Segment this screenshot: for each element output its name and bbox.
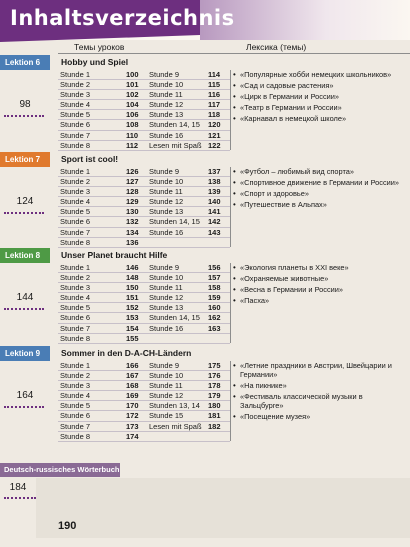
lesson-name: Stunde 11 xyxy=(149,187,183,197)
lesson-name: Stunde 6 xyxy=(60,313,91,323)
table-row[interactable] xyxy=(58,197,230,207)
section-page-number: 124 xyxy=(16,196,34,207)
vocabulary-item xyxy=(232,285,406,294)
lektion-tag[interactable]: Lektion 7 xyxy=(0,152,50,167)
bullet-icon: • xyxy=(233,81,236,90)
table-row[interactable] xyxy=(58,411,230,421)
lesson-page: 169 xyxy=(126,391,139,401)
vocabulary-text: «Охраняемые животные» xyxy=(240,274,329,283)
table-row[interactable] xyxy=(58,432,230,442)
vocabulary-item xyxy=(232,274,406,283)
lesson-page: 181 xyxy=(208,411,221,421)
lesson-page: 150 xyxy=(126,283,139,293)
lesson-page: 162 xyxy=(208,313,221,323)
bullet-icon: • xyxy=(233,103,236,112)
vocabulary-item xyxy=(232,361,406,379)
table-row[interactable] xyxy=(58,334,230,344)
page-dots xyxy=(4,212,44,214)
vocabulary-text: «Летние праздники в Австрии, Швейцарии и Германии» xyxy=(240,361,392,379)
bullet-icon: • xyxy=(233,285,236,294)
lesson-page: 180 xyxy=(208,401,221,411)
lesson-name: Stunde 6 xyxy=(60,120,91,130)
lesson-page: 126 xyxy=(126,167,139,176)
lesson-page: 172 xyxy=(126,411,139,421)
table-row[interactable] xyxy=(58,391,230,401)
page-title: Inhaltsverzeichnis xyxy=(10,6,235,30)
lesson-page: 170 xyxy=(126,401,139,411)
section-page-number: 164 xyxy=(16,390,34,401)
lesson-page: 108 xyxy=(126,120,139,130)
column-divider xyxy=(230,361,231,441)
lesson-name: Stunde 13 xyxy=(149,207,184,217)
lesson-page: 102 xyxy=(126,90,139,100)
lesson-page: 166 xyxy=(126,361,139,370)
table-row[interactable] xyxy=(58,90,230,100)
table-row[interactable] xyxy=(58,80,230,90)
lesson-name: Stunde 13 xyxy=(149,110,184,120)
lesson-name: Lesen mit Spaß xyxy=(149,421,202,431)
lesson-page: 118 xyxy=(208,110,221,120)
lesson-page: 142 xyxy=(208,217,221,227)
vocabulary-text: «Пасха» xyxy=(240,296,270,305)
table-row[interactable] xyxy=(58,293,230,303)
lessons-table xyxy=(58,263,230,344)
lesson-name: Stunde 12 xyxy=(149,293,184,303)
lesson-page: 163 xyxy=(208,323,221,333)
lesson-name: Stunde 1 xyxy=(60,361,91,370)
lesson-name: Stunde 3 xyxy=(60,187,91,197)
vocabulary-item xyxy=(232,200,406,209)
section-title[interactable]: Hobby und Spiel xyxy=(61,57,129,67)
vocabulary-text: «На пикнике» xyxy=(240,381,287,390)
lesson-name: Stunde 8 xyxy=(60,237,91,247)
vocabulary-item xyxy=(232,189,406,198)
table-row[interactable] xyxy=(58,313,230,323)
table-row[interactable] xyxy=(58,110,230,120)
vocabulary-item xyxy=(232,92,406,101)
lesson-section xyxy=(0,152,410,246)
lesson-page: 128 xyxy=(126,187,139,197)
vocabulary-list xyxy=(232,167,406,211)
lesson-page: 120 xyxy=(208,120,221,130)
vocabulary-list xyxy=(232,263,406,307)
lesson-page: 132 xyxy=(126,217,139,227)
lesson-name: Stunde 11 xyxy=(149,90,183,100)
table-row[interactable] xyxy=(58,141,230,151)
bullet-icon: • xyxy=(233,412,236,421)
lektion-tag[interactable]: Lektion 8 xyxy=(0,248,50,263)
lesson-page: 100 xyxy=(126,70,139,79)
lesson-page: 134 xyxy=(126,227,139,237)
section-title[interactable]: Unser Planet braucht Hilfe xyxy=(61,250,168,260)
lesson-page: 168 xyxy=(126,381,139,391)
lesson-name: Stunde 8 xyxy=(60,333,91,343)
bullet-icon: • xyxy=(233,114,236,123)
lesson-page: 115 xyxy=(208,80,221,90)
lesson-page: 101 xyxy=(126,80,139,90)
lesson-page: 139 xyxy=(208,187,221,197)
lesson-name: Stunde 4 xyxy=(60,100,91,110)
lesson-page: 152 xyxy=(126,303,139,313)
vocabulary-text: «Весна в Германии и России» xyxy=(240,285,344,294)
lesson-page: 148 xyxy=(126,273,139,283)
dictionary-label[interactable]: Deutsch-russisches Wörterbuch xyxy=(0,463,120,477)
table-row[interactable] xyxy=(58,324,230,334)
vocabulary-item xyxy=(232,70,406,79)
table-row[interactable] xyxy=(58,401,230,411)
vocabulary-text: «Театр в Германии и России» xyxy=(240,103,342,112)
lesson-page: 151 xyxy=(126,293,139,303)
lesson-name: Stunde 9 xyxy=(149,263,180,272)
table-row[interactable] xyxy=(58,228,230,238)
lesson-name: Stunde 3 xyxy=(60,381,91,391)
table-row[interactable] xyxy=(58,371,230,381)
lesson-page: 157 xyxy=(208,273,221,283)
bullet-icon: • xyxy=(233,361,236,370)
lesson-page: 176 xyxy=(208,371,221,381)
lesson-name: Stunde 5 xyxy=(60,207,91,217)
table-row[interactable] xyxy=(58,131,230,141)
vocabulary-text: «Фестиваль классической музыки в Зальцбурге» xyxy=(240,392,363,410)
lesson-page: 129 xyxy=(126,197,139,207)
vocabulary-text: «Цирк в Германии и России» xyxy=(240,92,340,101)
lesson-name: Stunde 1 xyxy=(60,70,91,79)
section-page-number: 144 xyxy=(16,292,34,303)
table-row[interactable] xyxy=(58,207,230,217)
section-page-number: 98 xyxy=(19,99,31,110)
lesson-name: Stunde 9 xyxy=(149,167,180,176)
bullet-icon: • xyxy=(233,392,236,401)
lesson-name: Stunde 2 xyxy=(60,371,91,381)
lesson-name: Stunde 7 xyxy=(60,323,91,333)
lesson-name: Stunden 14, 15 xyxy=(149,313,200,323)
lesson-name: Stunde 16 xyxy=(149,227,184,237)
table-row[interactable] xyxy=(58,120,230,130)
lesson-page: 106 xyxy=(126,110,139,120)
page-dots xyxy=(4,115,44,117)
lessons-table xyxy=(58,361,230,442)
lesson-page: 141 xyxy=(208,207,221,217)
table-row[interactable] xyxy=(58,217,230,227)
table-row[interactable] xyxy=(58,177,230,187)
lesson-page: 154 xyxy=(126,323,139,333)
lesson-name: Stunde 15 xyxy=(149,411,184,421)
lesson-page: 121 xyxy=(208,130,221,140)
bullet-icon: • xyxy=(233,381,236,390)
lesson-name: Stunde 5 xyxy=(60,110,91,120)
column-divider xyxy=(230,70,231,150)
lektion-tag[interactable]: Lektion 9 xyxy=(0,346,50,361)
lesson-name: Stunde 10 xyxy=(149,80,184,90)
table-row[interactable] xyxy=(58,273,230,283)
lesson-page: 127 xyxy=(126,177,139,187)
lesson-page: 178 xyxy=(208,381,221,391)
lesson-page: 122 xyxy=(208,140,221,150)
lesson-name: Stunde 11 xyxy=(149,381,183,391)
lesson-section xyxy=(0,55,410,149)
table-row[interactable] xyxy=(58,187,230,197)
vocabulary-text: «Путешествие в Альпах» xyxy=(240,200,327,209)
header xyxy=(0,0,410,40)
column-divider xyxy=(230,167,231,247)
lesson-page: 143 xyxy=(208,227,221,237)
vocabulary-item xyxy=(232,167,406,176)
vocabulary-item xyxy=(232,392,406,410)
lesson-name: Stunde 9 xyxy=(149,70,180,79)
lesson-name: Stunde 4 xyxy=(60,293,91,303)
bullet-icon: • xyxy=(233,178,236,187)
lesson-name: Stunde 9 xyxy=(149,361,180,370)
vocabulary-item xyxy=(232,412,406,421)
footer-page-number: 190 xyxy=(58,520,77,532)
table-row[interactable] xyxy=(58,381,230,391)
lesson-page: 114 xyxy=(208,70,221,79)
lesson-page: 175 xyxy=(208,361,221,370)
dictionary-area xyxy=(36,478,410,538)
vocabulary-text: «Спортивное движение в Германии и России» xyxy=(240,178,400,187)
lesson-section xyxy=(0,346,410,440)
lesson-name: Stunde 16 xyxy=(149,130,184,140)
bullet-icon: • xyxy=(233,167,236,176)
header-divider xyxy=(58,53,410,54)
lesson-page: 138 xyxy=(208,177,221,187)
vocabulary-item xyxy=(232,178,406,187)
vocabulary-text: «Экология планеты в XXI веке» xyxy=(240,263,349,272)
lesson-name: Stunde 8 xyxy=(60,431,91,441)
column-header-vocabulary: Лексика (темы) xyxy=(246,42,307,52)
lesson-page: 136 xyxy=(126,237,139,247)
vocabulary-text: «Спорт и здоровье» xyxy=(240,189,309,198)
lesson-page: 116 xyxy=(208,90,221,100)
lesson-page: 182 xyxy=(208,421,221,431)
bullet-icon: • xyxy=(233,189,236,198)
page-dots xyxy=(4,406,44,408)
vocabulary-list xyxy=(232,361,406,423)
lesson-page: 104 xyxy=(126,100,139,110)
bullet-icon: • xyxy=(233,274,236,283)
lesson-page: 153 xyxy=(126,313,139,323)
vocabulary-text: «Сад и садовые растения» xyxy=(240,81,334,90)
bullet-icon: • xyxy=(233,296,236,305)
column-headers xyxy=(0,42,410,54)
lesson-page: 174 xyxy=(126,431,139,441)
lesson-name: Stunde 13 xyxy=(149,303,184,313)
bullet-icon: • xyxy=(233,200,236,209)
lesson-name: Stunde 4 xyxy=(60,197,91,207)
vocabulary-item xyxy=(232,103,406,112)
lesson-page: 117 xyxy=(208,100,221,110)
vocabulary-item xyxy=(232,381,406,390)
lesson-name: Stunde 10 xyxy=(149,371,184,381)
lesson-name: Stunden 14, 15 xyxy=(149,217,200,227)
vocabulary-item xyxy=(232,263,406,272)
lesson-page: 167 xyxy=(126,371,139,381)
lesson-name: Stunde 2 xyxy=(60,273,91,283)
lesson-page: 160 xyxy=(208,303,221,313)
lesson-name: Stunde 7 xyxy=(60,227,91,237)
lessons-table xyxy=(58,167,230,248)
lesson-name: Stunden 13, 14 xyxy=(149,401,200,411)
lesson-name: Stunde 1 xyxy=(60,167,91,176)
bullet-icon: • xyxy=(233,92,236,101)
lesson-section xyxy=(0,248,410,342)
table-row[interactable] xyxy=(58,303,230,313)
lesson-name: Stunde 8 xyxy=(60,140,91,150)
table-row[interactable] xyxy=(58,263,230,273)
lesson-name: Stunde 16 xyxy=(149,323,184,333)
bullet-icon: • xyxy=(233,70,236,79)
table-row[interactable] xyxy=(58,100,230,110)
lesson-page: 156 xyxy=(208,263,221,272)
dictionary-dots xyxy=(4,497,36,499)
column-header-topics: Темы уроков xyxy=(74,42,125,52)
lesson-name: Stunde 12 xyxy=(149,100,184,110)
lesson-page: 130 xyxy=(126,207,139,217)
vocabulary-item xyxy=(232,114,406,123)
lesson-page: 158 xyxy=(208,283,221,293)
lesson-name: Stunde 3 xyxy=(60,90,91,100)
vocabulary-text: «Футбол – любимый вид спорта» xyxy=(240,167,355,176)
lesson-name: Stunde 10 xyxy=(149,273,184,283)
vocabulary-text: «Карнавал в немецкой школе» xyxy=(240,114,347,123)
lesson-name: Stunde 2 xyxy=(60,177,91,187)
lesson-name: Stunde 4 xyxy=(60,391,91,401)
vocabulary-item xyxy=(232,81,406,90)
lesson-name: Stunde 7 xyxy=(60,130,91,140)
table-row[interactable] xyxy=(58,283,230,293)
lesson-page: 146 xyxy=(126,263,139,272)
lesson-page: 112 xyxy=(126,140,139,150)
table-row[interactable] xyxy=(58,70,230,80)
lesson-page: 140 xyxy=(208,197,221,207)
table-row[interactable] xyxy=(58,167,230,177)
lesson-name: Stunde 1 xyxy=(60,263,91,272)
lessons-table xyxy=(58,70,230,151)
lektion-tag[interactable]: Lektion 6 xyxy=(0,55,50,70)
lesson-name: Stunde 12 xyxy=(149,391,184,401)
lesson-name: Stunde 6 xyxy=(60,217,91,227)
lesson-name: Stunde 11 xyxy=(149,283,183,293)
vocabulary-text: «Посещение музея» xyxy=(240,412,311,421)
table-row[interactable] xyxy=(58,422,230,432)
lesson-page: 110 xyxy=(126,130,139,140)
lesson-name: Stunde 5 xyxy=(60,401,91,411)
column-divider xyxy=(230,263,231,343)
lesson-page: 155 xyxy=(126,333,139,343)
section-title[interactable]: Sommer in den D-A-CH-Ländern xyxy=(61,348,192,358)
table-row[interactable] xyxy=(58,238,230,248)
lesson-name: Stunde 6 xyxy=(60,411,91,421)
lesson-page: 159 xyxy=(208,293,221,303)
lesson-name: Stunde 7 xyxy=(60,421,91,431)
bullet-icon: • xyxy=(233,263,236,272)
vocabulary-text: «Популярные хобби немецких школьников» xyxy=(240,70,392,79)
lesson-name: Stunde 3 xyxy=(60,283,91,293)
lesson-name: Stunde 2 xyxy=(60,80,91,90)
lesson-page: 179 xyxy=(208,391,221,401)
section-title[interactable]: Sport ist cool! xyxy=(61,154,119,164)
lesson-page: 137 xyxy=(208,167,221,176)
lesson-name: Stunden 14, 15 xyxy=(149,120,200,130)
lesson-name: Stunde 12 xyxy=(149,197,184,207)
vocabulary-item xyxy=(232,296,406,305)
dictionary-page-number: 184 xyxy=(9,482,27,493)
lesson-name: Stunde 10 xyxy=(149,177,184,187)
lesson-name: Stunde 5 xyxy=(60,303,91,313)
lesson-page: 173 xyxy=(126,421,139,431)
lesson-name: Lesen mit Spaß xyxy=(149,140,202,150)
vocabulary-list xyxy=(232,70,406,125)
page-dots xyxy=(4,308,44,310)
table-row[interactable] xyxy=(58,361,230,371)
